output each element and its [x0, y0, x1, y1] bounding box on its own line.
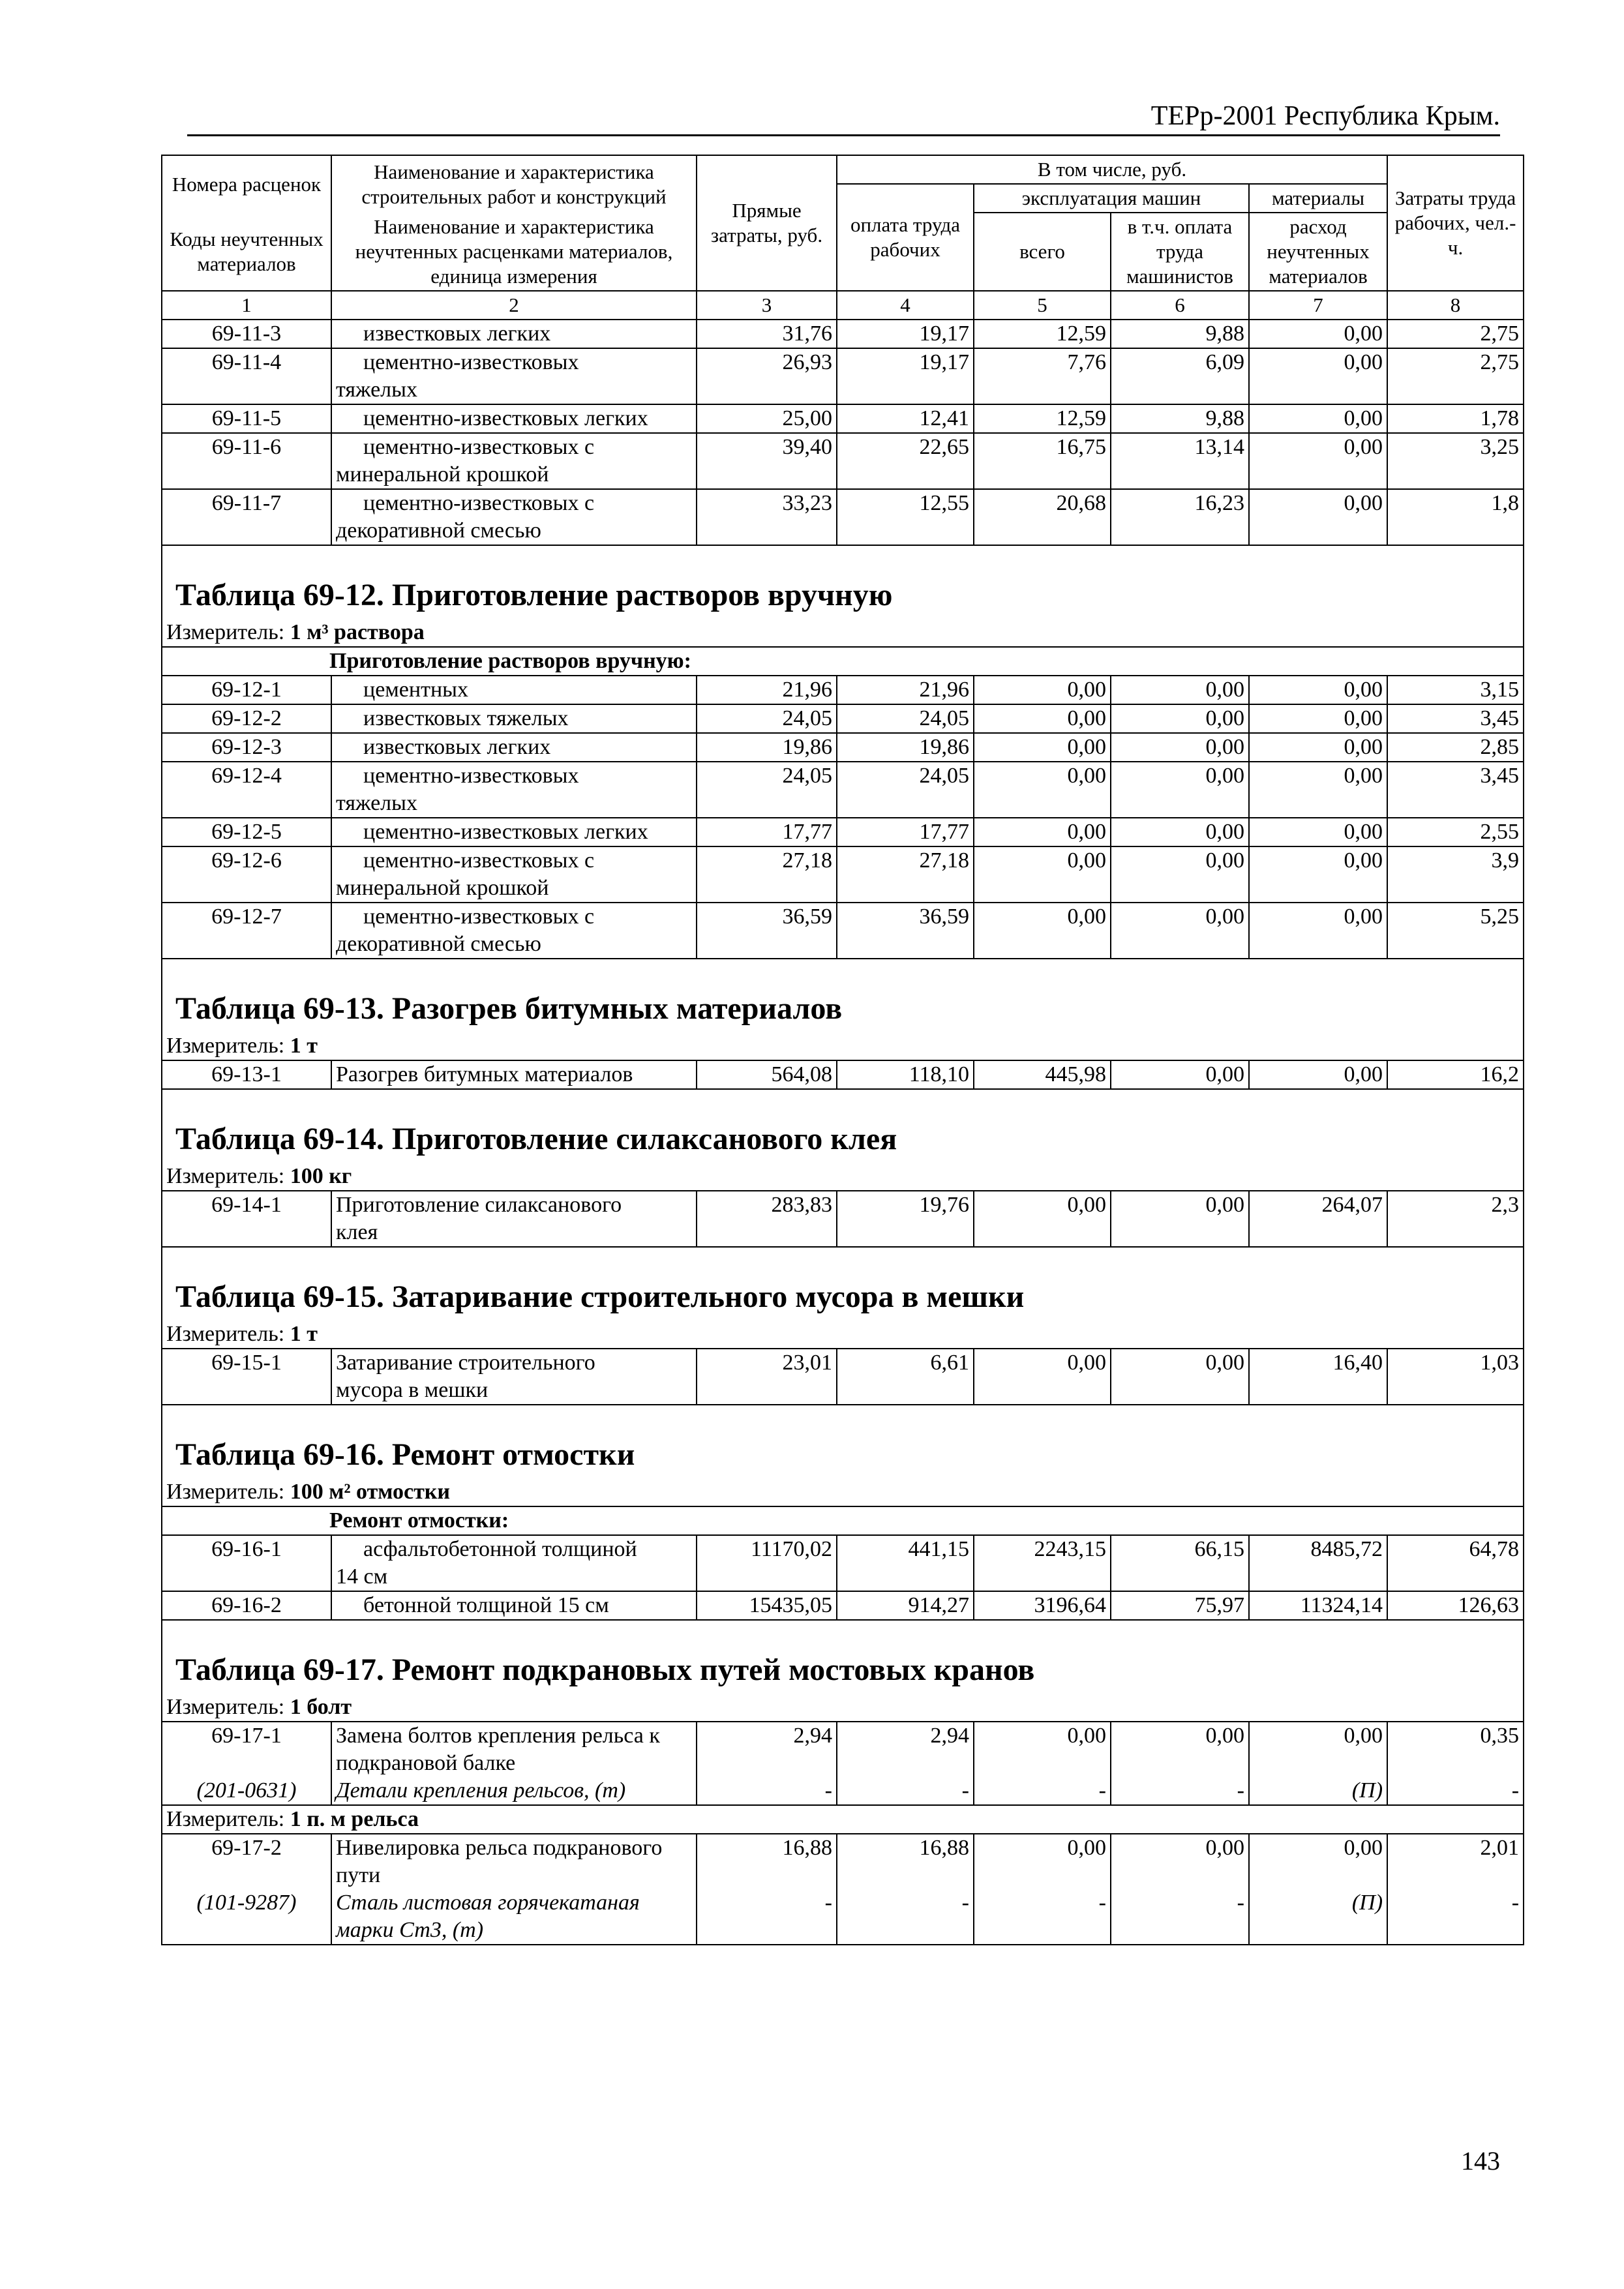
rate-name	[331, 818, 697, 846]
section-title: Таблица 69-12. Приготовление растворов вручную	[175, 578, 893, 612]
rate-value: 0,00	[974, 1191, 1111, 1247]
rate-name-line: минеральной крошкой	[336, 462, 549, 486]
measurer	[162, 1032, 1524, 1060]
rate-value: 0,00	[1249, 404, 1387, 433]
page-header	[187, 98, 1500, 136]
rate-code: 69-11-3	[162, 320, 331, 348]
rate-value: 12,55	[837, 489, 974, 545]
rate-value: 2,75	[1387, 320, 1524, 348]
rate-value: 24,05	[697, 704, 837, 733]
rate-value: 118,10	[837, 1060, 974, 1089]
material-value: (П)	[1249, 1777, 1387, 1805]
rate-name-line: Замена болтов крепления рельса к	[336, 1724, 660, 1748]
rate-name-line: тяжелых	[336, 791, 417, 815]
rate-value: 0,00	[1111, 1060, 1249, 1089]
rate-value: 36,59	[837, 903, 974, 959]
rate-value: 11324,14	[1249, 1591, 1387, 1620]
measurer-row	[162, 1321, 1524, 1349]
rate-value: 3196,64	[974, 1591, 1111, 1620]
rate-name-line: минеральной крошкой	[336, 876, 549, 900]
rate-value: 19,86	[837, 733, 974, 762]
measurer-row	[162, 1805, 1524, 1834]
rate-name-line: цементно-известковых с	[363, 848, 595, 873]
rate-value: 0,00	[1111, 704, 1249, 733]
table-body	[162, 320, 1524, 1945]
material-name-line: Детали крепления рельсов, (т)	[336, 1778, 626, 1803]
rate-value: 3,25	[1387, 433, 1524, 489]
table-row	[162, 1834, 1524, 1889]
material-value: -	[837, 1889, 974, 1945]
material-row	[162, 1889, 1524, 1945]
rate-name-line: известковых легких	[363, 322, 551, 346]
rate-name-line: Приготовление силаксанового	[336, 1193, 622, 1217]
rate-value: 1,8	[1387, 489, 1524, 545]
rate-value: 0,00	[1111, 1834, 1249, 1889]
table-section	[162, 1247, 1524, 1321]
material-value: -	[974, 1889, 1111, 1945]
rate-value: 0,00	[974, 762, 1111, 818]
rate-code: 69-17-2	[162, 1834, 331, 1889]
section-subhead: Приготовление растворов вручную:	[162, 647, 1524, 676]
col-number: 3	[697, 291, 837, 320]
rate-name	[331, 489, 697, 545]
rate-value: 11170,02	[697, 1535, 837, 1591]
rate-value: 17,77	[697, 818, 837, 846]
rate-value: 3,45	[1387, 762, 1524, 818]
rate-code: 69-12-5	[162, 818, 331, 846]
table-row	[162, 1060, 1524, 1089]
rate-value: 0,00	[1249, 433, 1387, 489]
rate-value: 0,00	[1249, 704, 1387, 733]
section-title-cell	[162, 1089, 1524, 1163]
rate-value: 19,17	[837, 320, 974, 348]
table-section	[162, 1405, 1524, 1478]
head-total: всего	[974, 213, 1111, 291]
measurer-row	[162, 619, 1524, 647]
rate-code: 69-11-4	[162, 348, 331, 404]
rate-value: 0,00	[1111, 676, 1249, 704]
material-row	[162, 1777, 1524, 1805]
rate-value: 64,78	[1387, 1535, 1524, 1591]
rate-name-line: клея	[336, 1220, 378, 1244]
rate-value: 21,96	[697, 676, 837, 704]
rate-value: 264,07	[1249, 1191, 1387, 1247]
table-section	[162, 545, 1524, 619]
head-materials: материалы	[1249, 184, 1387, 213]
rate-value: 0,00	[1249, 676, 1387, 704]
rate-value: 445,98	[974, 1060, 1111, 1089]
measurer	[162, 1163, 1524, 1191]
measurer	[162, 1478, 1524, 1506]
rate-value: 0,00	[1249, 489, 1387, 545]
rate-name	[331, 1834, 697, 1889]
rate-name	[331, 1535, 697, 1591]
rate-value: 2,01	[1387, 1834, 1524, 1889]
table-row	[162, 704, 1524, 733]
rate-value: 9,88	[1111, 320, 1249, 348]
rate-name	[331, 762, 697, 818]
rate-value: 31,76	[697, 320, 837, 348]
material-name-line: Сталь листовая горячекатаная	[336, 1891, 640, 1915]
rate-name-line: цементно-известковых	[363, 764, 579, 788]
rate-value: 2,94	[697, 1722, 837, 1777]
rate-value: 2,85	[1387, 733, 1524, 762]
measurer-value: 1 болт	[290, 1695, 352, 1719]
rate-value: 283,83	[697, 1191, 837, 1247]
head-labor-pay: оплата труда рабочих	[837, 184, 974, 291]
col-number: 6	[1111, 291, 1249, 320]
table-header	[162, 155, 1524, 320]
rate-value: 2,75	[1387, 348, 1524, 404]
rate-name-line: известковых легких	[363, 735, 551, 759]
rate-value: 2,3	[1387, 1191, 1524, 1247]
rate-value: 5,25	[1387, 903, 1524, 959]
rate-value: 0,00	[1249, 1722, 1387, 1777]
rate-code: 69-13-1	[162, 1060, 331, 1089]
rate-code: 69-11-6	[162, 433, 331, 489]
section-title-cell	[162, 1405, 1524, 1478]
rate-value: 1,78	[1387, 404, 1524, 433]
rate-name-line: асфальтобетонной толщиной	[363, 1537, 637, 1561]
measurer-row	[162, 1163, 1524, 1191]
rate-value: 2,94	[837, 1722, 974, 1777]
rate-code: 69-15-1	[162, 1349, 331, 1405]
rate-name	[331, 320, 697, 348]
head-unaccounted-codes: Коды неучтенных материалов	[162, 213, 331, 291]
table-row	[162, 433, 1524, 489]
rate-value: 0,00	[974, 1834, 1111, 1889]
rate-value: 16,2	[1387, 1060, 1524, 1089]
measurer	[162, 619, 1524, 647]
table-row	[162, 1722, 1524, 1777]
section-subhead: Ремонт отмостки:	[162, 1506, 1524, 1535]
rate-value: 0,00	[1111, 1722, 1249, 1777]
section-title-cell	[162, 959, 1524, 1032]
rate-value: 21,96	[837, 676, 974, 704]
rate-value: 0,00	[1249, 733, 1387, 762]
header-title: ТЕРр-2001 Республика Крым.	[1150, 101, 1500, 131]
rate-value: 0,00	[1249, 1060, 1387, 1089]
rate-name	[331, 846, 697, 903]
table-row	[162, 733, 1524, 762]
rate-value: 39,40	[697, 433, 837, 489]
rate-value: 25,00	[697, 404, 837, 433]
material-value: -	[1111, 1889, 1249, 1945]
material-name-line: марки Ст3, (т)	[336, 1918, 484, 1942]
rate-value: 16,75	[974, 433, 1111, 489]
rate-value: 33,23	[697, 489, 837, 545]
head-codes: Номера расценок	[162, 155, 331, 213]
rate-value: 24,05	[837, 762, 974, 818]
measurer-value: 1 п. м рельса	[290, 1807, 419, 1831]
rate-name-line: декоративной смесью	[336, 518, 541, 543]
rate-name	[331, 704, 697, 733]
col-number: 2	[331, 291, 697, 320]
head-machine-ops: эксплуатация машин	[974, 184, 1249, 213]
rate-name	[331, 1591, 697, 1620]
rate-value: 0,00	[1249, 1834, 1387, 1889]
rate-value: 0,00	[974, 846, 1111, 903]
rate-code: 69-12-2	[162, 704, 331, 733]
col-number: 8	[1387, 291, 1524, 320]
rate-name	[331, 676, 697, 704]
rate-name-line: декоративной смесью	[336, 932, 541, 956]
rate-value: 23,01	[697, 1349, 837, 1405]
rate-name-line: цементно-известковых легких	[363, 820, 648, 844]
rate-code: 69-12-6	[162, 846, 331, 903]
rate-name-line: цементно-известковых с	[363, 905, 595, 929]
rate-value: 36,59	[697, 903, 837, 959]
rate-value: 0,00	[1111, 1349, 1249, 1405]
rate-value: 0,00	[974, 1349, 1111, 1405]
rate-value: 0,00	[974, 903, 1111, 959]
rate-code: 69-16-1	[162, 1535, 331, 1591]
rate-value: 0,00	[1249, 846, 1387, 903]
measurer-row	[162, 1478, 1524, 1506]
material-value: -	[1111, 1777, 1249, 1805]
rate-value: 75,97	[1111, 1591, 1249, 1620]
rate-name	[331, 903, 697, 959]
measurer-row	[162, 1032, 1524, 1060]
head-unaccounted-materials: расход неучтенных материалов	[1249, 213, 1387, 291]
rate-value: 6,09	[1111, 348, 1249, 404]
rate-name-line: Разогрев битумных материалов	[336, 1062, 633, 1086]
material-code: (201-0631)	[162, 1777, 331, 1805]
rate-name-line: Нивелировка рельса подкранового	[336, 1836, 663, 1860]
rate-value: 15435,05	[697, 1591, 837, 1620]
table-row	[162, 676, 1524, 704]
rate-code: 69-16-2	[162, 1591, 331, 1620]
measurer	[162, 1321, 1524, 1349]
rate-value: 3,45	[1387, 704, 1524, 733]
rate-value: 2243,15	[974, 1535, 1111, 1591]
section-title: Таблица 69-17. Ремонт подкрановых путей мостовых кранов	[175, 1653, 1035, 1687]
rate-value: 9,88	[1111, 404, 1249, 433]
rate-name-line: тяжелых	[336, 378, 417, 402]
material-value: -	[1387, 1889, 1524, 1945]
table-row	[162, 1535, 1524, 1591]
rate-name	[331, 733, 697, 762]
rate-name	[331, 1349, 697, 1405]
table-row	[162, 1191, 1524, 1247]
rate-name	[331, 433, 697, 489]
rates-table	[161, 155, 1524, 1945]
rate-value: 0,00	[1249, 348, 1387, 404]
measurer-label: Измеритель:	[166, 1034, 285, 1058]
rate-value: 19,17	[837, 348, 974, 404]
measurer-value: 1 т	[290, 1322, 318, 1346]
rate-name	[331, 348, 697, 404]
rate-value: 22,65	[837, 433, 974, 489]
section-title-cell	[162, 1620, 1524, 1694]
rate-code: 69-12-3	[162, 733, 331, 762]
section-title: Таблица 69-16. Ремонт отмостки	[175, 1437, 635, 1472]
rate-value: 20,68	[974, 489, 1111, 545]
rate-value: 0,00	[974, 704, 1111, 733]
table-row	[162, 348, 1524, 404]
rate-value: 0,35	[1387, 1722, 1524, 1777]
measurer-label: Измеритель:	[166, 1695, 285, 1719]
rate-name-line: цементно-известковых с	[363, 491, 595, 515]
rate-value: 126,63	[1387, 1591, 1524, 1620]
material-name	[331, 1889, 697, 1945]
rate-value: 0,00	[1249, 320, 1387, 348]
rate-code: 69-12-1	[162, 676, 331, 704]
material-value: -	[697, 1777, 837, 1805]
rate-value: 27,18	[697, 846, 837, 903]
table-row	[162, 762, 1524, 818]
rate-value: 0,00	[1111, 903, 1249, 959]
table-section	[162, 1620, 1524, 1694]
rate-value: 0,00	[1249, 818, 1387, 846]
subhead-row	[162, 647, 1524, 676]
rate-value: 2,55	[1387, 818, 1524, 846]
measurer-value: 1 м³ раствора	[290, 620, 425, 644]
material-value: -	[697, 1889, 837, 1945]
material-code: (101-9287)	[162, 1889, 331, 1945]
table-row	[162, 818, 1524, 846]
section-title-cell	[162, 545, 1524, 619]
rate-code: 69-14-1	[162, 1191, 331, 1247]
rate-value: 13,14	[1111, 433, 1249, 489]
measurer-label: Измеритель:	[166, 1480, 285, 1504]
measurer-value: 1 т	[290, 1034, 318, 1058]
table-row	[162, 404, 1524, 433]
table-row	[162, 489, 1524, 545]
head-machinists: в т.ч. оплата труда машинистов	[1111, 213, 1249, 291]
col-number: 7	[1249, 291, 1387, 320]
head-direct-costs: Прямые затраты, руб.	[697, 155, 837, 291]
rate-value: 66,15	[1111, 1535, 1249, 1591]
rate-name	[331, 1191, 697, 1247]
measurer	[162, 1694, 1524, 1722]
rate-value: 19,86	[697, 733, 837, 762]
material-value: -	[837, 1777, 974, 1805]
rate-name-line: цементно-известковых легких	[363, 406, 648, 430]
rate-name	[331, 1060, 697, 1089]
rate-value: 8485,72	[1249, 1535, 1387, 1591]
material-name	[331, 1777, 697, 1805]
measurer-label: Измеритель:	[166, 1164, 285, 1188]
page-number: 143	[1461, 2146, 1500, 2176]
rate-value: 16,88	[697, 1834, 837, 1889]
head-name: Наименование и характеристика строительных работ и конструкций	[331, 155, 697, 213]
head-labor-costs: Затраты труда рабочих, чел.-ч.	[1387, 155, 1524, 291]
rate-name-line: известковых тяжелых	[363, 706, 569, 730]
rate-value: 0,00	[1111, 733, 1249, 762]
rate-name-line: подкрановой балке	[336, 1751, 516, 1775]
material-value: -	[974, 1777, 1111, 1805]
head-unaccounted-name: Наименование и характеристика неучтенных расценками материалов, единица измерения	[331, 213, 697, 291]
material-value: (П)	[1249, 1889, 1387, 1945]
table-row	[162, 1591, 1524, 1620]
rate-value: 3,15	[1387, 676, 1524, 704]
rate-value: 7,76	[974, 348, 1111, 404]
col-number: 5	[974, 291, 1111, 320]
rate-name	[331, 1722, 697, 1777]
rate-value: 0,00	[1111, 1191, 1249, 1247]
section-title: Таблица 69-14. Приготовление силаксанового клея	[175, 1122, 897, 1156]
rate-value: 0,00	[1249, 762, 1387, 818]
subhead-row	[162, 1506, 1524, 1535]
measurer-row	[162, 1694, 1524, 1722]
rate-value: 16,23	[1111, 489, 1249, 545]
measurer-label: Измеритель:	[166, 1322, 285, 1346]
table-section	[162, 959, 1524, 1032]
rate-value: 16,40	[1249, 1349, 1387, 1405]
rate-code: 69-17-1	[162, 1722, 331, 1777]
rate-code: 69-12-7	[162, 903, 331, 959]
rate-value: 12,59	[974, 320, 1111, 348]
col-number: 1	[162, 291, 331, 320]
measurer-value: 100 кг	[290, 1164, 352, 1188]
rate-value: 12,59	[974, 404, 1111, 433]
rate-code: 69-11-7	[162, 489, 331, 545]
rate-value: 17,77	[837, 818, 974, 846]
rate-value: 0,00	[974, 1722, 1111, 1777]
rate-name-line: Затаривание строительного	[336, 1351, 595, 1375]
rate-value: 12,41	[837, 404, 974, 433]
rate-value: 0,00	[1111, 818, 1249, 846]
rate-value: 3,9	[1387, 846, 1524, 903]
table-row	[162, 320, 1524, 348]
rate-name-line: бетонной толщиной 15 см	[363, 1593, 609, 1617]
rate-value: 0,00	[1111, 846, 1249, 903]
rate-name-line: цементных	[363, 678, 468, 702]
rate-value: 6,61	[837, 1349, 974, 1405]
rate-value: 0,00	[1111, 762, 1249, 818]
head-including: В том числе, руб.	[837, 155, 1387, 184]
table-row	[162, 846, 1524, 903]
table-row	[162, 1349, 1524, 1405]
rate-value: 0,00	[1249, 903, 1387, 959]
section-title-cell	[162, 1247, 1524, 1321]
measurer-value: 100 м² отмостки	[290, 1480, 450, 1504]
rate-value: 914,27	[837, 1591, 974, 1620]
rate-value: 24,05	[697, 762, 837, 818]
section-title: Таблица 69-15. Затаривание строительного мусора в мешки	[175, 1279, 1025, 1314]
rate-value: 0,00	[974, 818, 1111, 846]
rate-name-line: 14 см	[336, 1564, 388, 1589]
measurer-label: Измеритель:	[166, 1807, 285, 1831]
col-number: 4	[837, 291, 974, 320]
measurer-label: Измеритель:	[166, 620, 285, 644]
rate-name-line: цементно-известковых	[363, 350, 579, 374]
table-row	[162, 903, 1524, 959]
rate-value: 1,03	[1387, 1349, 1524, 1405]
rate-value: 0,00	[974, 733, 1111, 762]
material-value: -	[1387, 1777, 1524, 1805]
rate-value: 24,05	[837, 704, 974, 733]
rate-value: 441,15	[837, 1535, 974, 1591]
measurer	[162, 1805, 1524, 1834]
rate-value: 0,00	[974, 676, 1111, 704]
rate-name-line: мусора в мешки	[336, 1378, 489, 1402]
table-section	[162, 1089, 1524, 1163]
section-title: Таблица 69-13. Разогрев битумных материалов	[175, 991, 843, 1026]
rate-value: 26,93	[697, 348, 837, 404]
rate-code: 69-12-4	[162, 762, 331, 818]
rate-value: 564,08	[697, 1060, 837, 1089]
rate-name	[331, 404, 697, 433]
rate-value: 27,18	[837, 846, 974, 903]
rate-value: 16,88	[837, 1834, 974, 1889]
rate-name-line: цементно-известковых с	[363, 435, 595, 459]
rate-value: 19,76	[837, 1191, 974, 1247]
rate-code: 69-11-5	[162, 404, 331, 433]
rate-name-line: пути	[336, 1863, 381, 1887]
